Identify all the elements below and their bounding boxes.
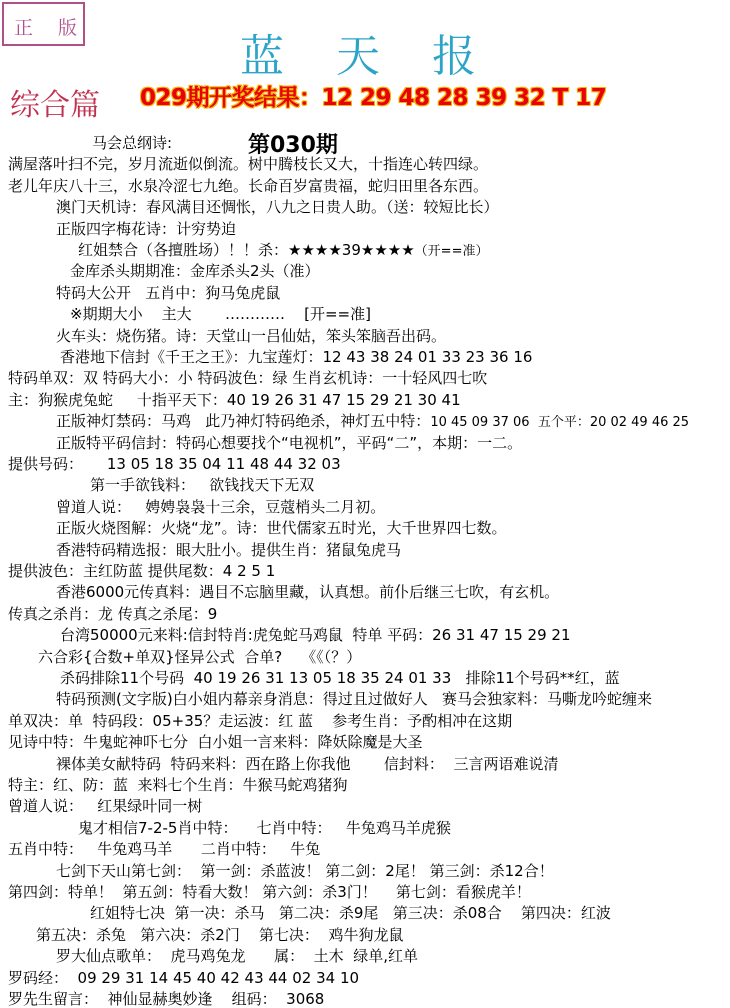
line-text: 传真之杀肖：龙 传真之杀尾：9 <box>8 605 218 623</box>
body-line <box>8 990 324 1008</box>
body-line <box>8 712 512 730</box>
line-text: 第四剑：特单！ 第五剑：特看大数！ 第六剑：杀3门！ 第七剑：看猴虎羊！ <box>8 883 531 901</box>
line-text: 正版神灯禁码：马鸡 此乃神灯特码绝杀，神灯五中特： <box>56 412 431 430</box>
body-line <box>8 177 488 195</box>
line-text: 正版火烧图解：火烧“龙”。诗：世代儒家五时光，大千世界四七数。 <box>56 519 507 537</box>
stamp-right: 版 <box>58 17 78 39</box>
body-line <box>8 840 320 858</box>
body-line <box>60 626 571 644</box>
line-text: 金库杀头期期准：金库杀头2头（准） <box>70 262 320 280</box>
body-line <box>56 519 507 537</box>
line-text: 曾道人说： 娉娉袅袅十三余，豆蔻梢头二月初。 <box>56 498 386 516</box>
line-text: 香港地下信封《千王之王》：九宝莲灯：12 43 38 24 01 33 23 36 16 <box>60 348 533 366</box>
line-note: 10 45 09 37 06 五个平：20 02 49 46 25 <box>430 415 690 430</box>
line-note: （开==准） <box>414 244 489 259</box>
line-text: 杀码排除11个号码 40 19 26 31 13 05 18 35 24 01 33 排除11个号码**红，蓝 <box>60 669 620 687</box>
body-line <box>60 348 532 366</box>
line-text: 香港6000元传真料：遇目不忘脑里藏，认真想。前仆后继三七吹，有玄机。 <box>56 583 560 601</box>
body-line <box>8 369 487 387</box>
body-line <box>36 926 403 944</box>
line-text: 提供号码： 13 05 18 35 04 11 48 44 32 03 <box>8 455 341 473</box>
body-line <box>8 776 348 794</box>
line-text: 单双决：单 特码段：05+35？走运波：红 蓝 参考生肖：予酌相冲在这期 <box>8 712 513 730</box>
stamp-left: 正 <box>14 17 34 39</box>
body-line <box>56 541 401 559</box>
issue-number: 第030期 <box>248 133 338 158</box>
body-line <box>70 305 371 323</box>
body-line <box>8 155 488 173</box>
line-text: 六合彩{合数+单双}怪异公式 合单? 《《（？） <box>38 648 362 666</box>
body-line <box>78 819 451 837</box>
body-line <box>8 562 275 580</box>
body-line <box>38 648 361 666</box>
line-text: 曾道人说： 红果绿叶同一树 <box>8 797 203 815</box>
body-line <box>56 412 689 432</box>
body-line <box>70 262 320 280</box>
body-line <box>56 755 558 773</box>
body-line <box>8 969 359 987</box>
line-text: 见诗中特：牛鬼蛇神吓七分 白小姐一言来料：降妖除魔是大圣 <box>8 733 423 751</box>
line-text: 正版特平码信封：特码心想要找个“电视机”，平码“二”，本期：一二。 <box>56 434 523 452</box>
body-line <box>56 862 554 880</box>
line-text: 特主：红、防：蓝 来料七个生肖：牛猴马蛇鸡猪狗 <box>8 776 348 794</box>
body-line <box>56 327 446 345</box>
section-title: 综合篇 <box>10 88 100 123</box>
line-text: 红姐禁合（各擅胜场）！！杀：★★★★39★★★★ <box>78 241 415 259</box>
line-text: 正版四字梅花诗：计穷势迫 <box>56 220 237 238</box>
body-line <box>8 797 202 815</box>
body-line <box>56 434 522 452</box>
body-line <box>56 947 418 965</box>
line-text: 澳门天机诗：春风满目还惆怅，八九之日贵人助。（送：较短比长） <box>56 198 499 216</box>
body-line <box>60 669 620 687</box>
line-text: 七剑下天山第七剑： 第一剑：杀蓝波！ 第二剑：2尾！ 第三剑：杀12合！ <box>56 862 554 880</box>
body-line <box>90 476 314 494</box>
results-banner: 029期开奖结果：12 29 48 28 39 32 T 17 <box>140 85 607 111</box>
body-line <box>78 241 488 261</box>
line-text: 主：狗猴虎兔蛇 十指平天下：40 19 26 31 47 15 29 21 30 41 <box>8 391 461 409</box>
line-text: 罗大仙点歌单： 虎马鸡兔龙 属： 土木 绿单,红单 <box>56 947 418 965</box>
body-line <box>8 455 341 473</box>
line-text: 老儿年庆八十三，水泉冷涩七九绝。长命百岁富贵福，蛇归田里各东西。 <box>8 177 489 195</box>
body-line <box>8 391 461 409</box>
body-line <box>8 883 531 901</box>
body-line <box>8 605 217 623</box>
line-text: 火车头：烧伤猪。诗：天堂山一吕仙姑，笨头笨脑吾出码。 <box>56 327 447 345</box>
line-text: 第一手欲钱料： 欲钱找天下无双 <box>90 476 315 494</box>
body-line <box>8 733 423 751</box>
line-text: 特码大公开 五肖中：狗马兔虎鼠 <box>56 284 281 302</box>
body-line <box>56 198 499 216</box>
authentic-stamp <box>2 2 85 46</box>
body-line <box>56 220 236 238</box>
line-text: 香港特码精选报：眼大肚小。提供生肖：猪鼠兔虎马 <box>56 541 402 559</box>
body-line <box>92 134 172 152</box>
line-text: 提供波色：主红防蓝 提供尾数：4 2 5 1 <box>8 562 276 580</box>
line-text: 红姐特七决 第一决：杀马 第二决：杀9尾 第三决：杀08合 第四决：红波 <box>90 904 611 922</box>
body-line <box>56 284 280 302</box>
body-line <box>56 583 559 601</box>
body-line <box>90 904 611 922</box>
body-line <box>56 690 652 708</box>
line-text: 罗先生留言： 神仙显赫奥妙逢 组码： 3068 <box>8 990 325 1008</box>
line-text: 特码预测(文字版)白小姐内幕亲身消息：得过且过做好人 赛马会独家料：马嘶龙吟蛇缠来 <box>56 690 653 708</box>
line-text: 裸体美女献特码 特码来料：西在路上你我他 信封料： 三言两语难说清 <box>56 755 559 773</box>
line-text: 台湾50000元来料:信封特肖:虎兔蛇马鸡鼠 特单 平码：26 31 47 15 29 21 <box>60 626 571 644</box>
line-text: 马会总纲诗: <box>92 134 173 152</box>
line-text: 鬼才相信7-2-5肖中特： 七肖中特： 牛兔鸡马羊虎猴 <box>78 819 451 837</box>
line-text: 罗码经： 09 29 31 14 45 40 42 43 44 02 34 10 <box>8 969 360 987</box>
line-text: ※期期大小 主大 ………… [开==准] <box>70 305 371 323</box>
body-line <box>56 498 385 516</box>
line-text: 第五决：杀兔 第六决：杀2门 第七决： 鸡牛狗龙鼠 <box>36 926 404 944</box>
line-text: 满屋落叶扫不完，岁月流逝似倒流。树中腾枝长又大，十指连心转四绿。 <box>8 155 489 173</box>
line-text: 特码单双：双 特码大小：小 特码波色：绿 生肖玄机诗：一十轻风四七吹 <box>8 369 488 387</box>
masthead-title: 蓝天报 <box>240 31 528 82</box>
line-text: 五肖中特： 牛兔鸡马羊 二肖中特： 牛兔 <box>8 840 321 858</box>
